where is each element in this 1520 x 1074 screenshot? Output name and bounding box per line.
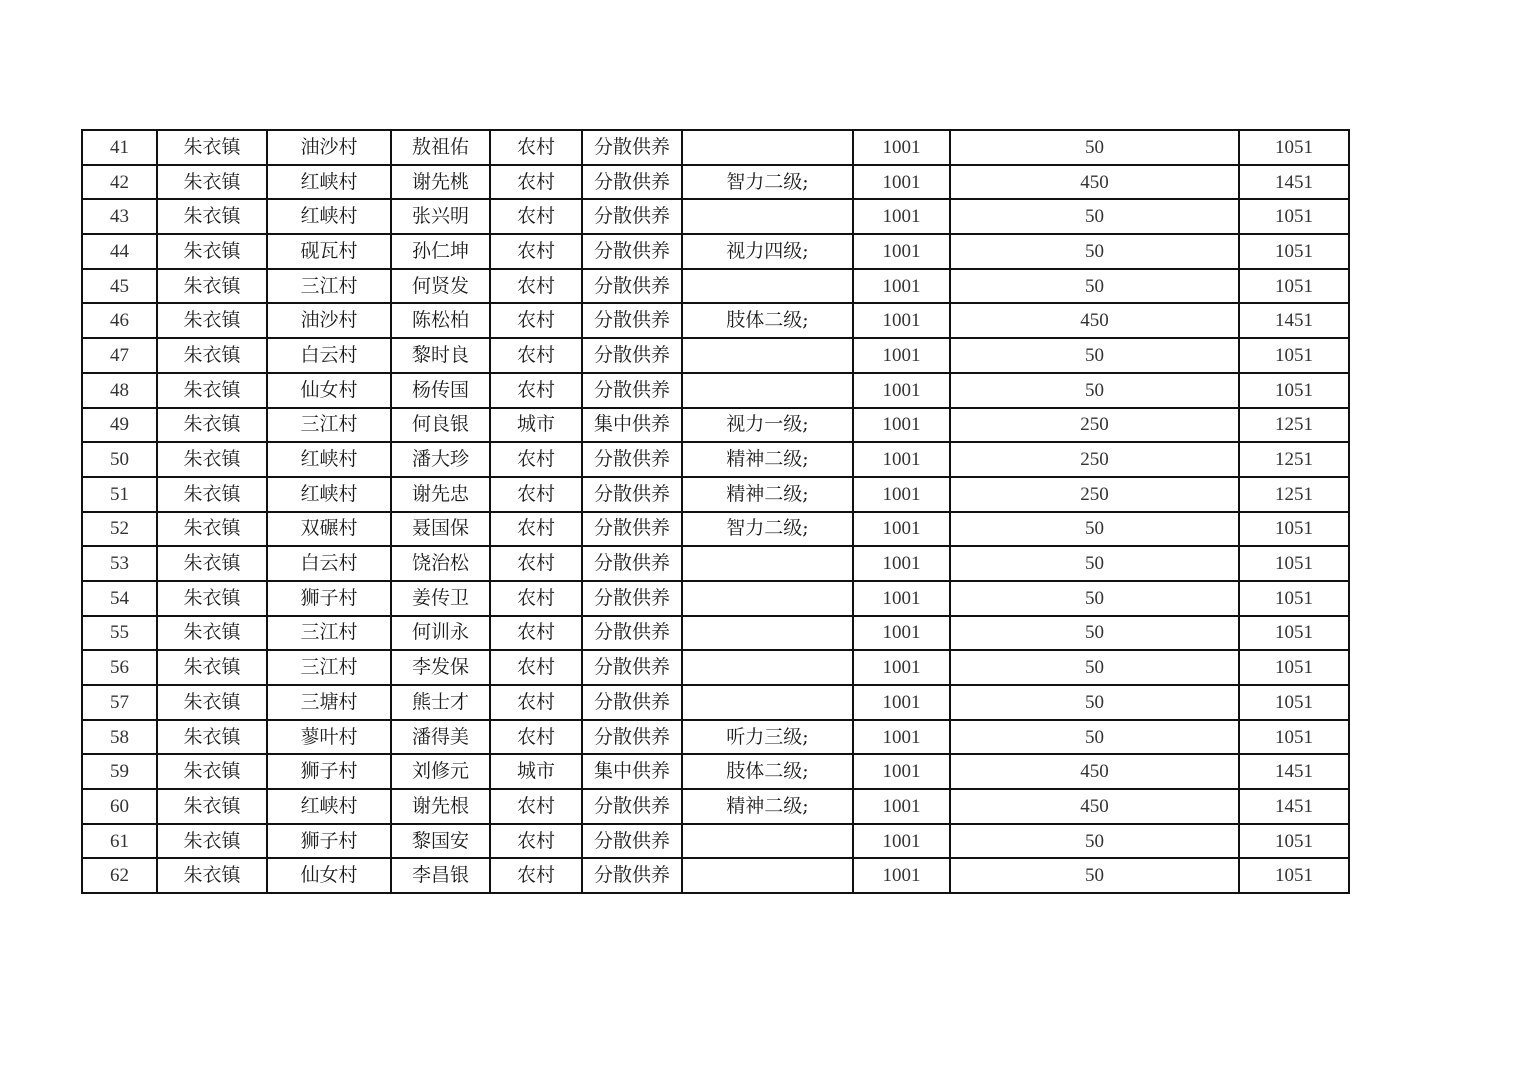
cell-name: 陈松柏 (391, 303, 490, 338)
table-row (82, 546, 1349, 581)
cell-village: 双碾村 (267, 512, 391, 547)
cell-town: 朱衣镇 (157, 408, 267, 443)
cell-village: 白云村 (267, 546, 391, 581)
cell-town: 朱衣镇 (157, 165, 267, 200)
cell-total-amount: 1051 (1239, 650, 1349, 685)
cell-village: 红峡村 (267, 199, 391, 234)
cell-subsidy-amount: 50 (950, 546, 1239, 581)
cell-index: 43 (82, 199, 157, 234)
cell-base-amount: 1001 (853, 130, 950, 165)
cell-base-amount: 1001 (853, 338, 950, 373)
cell-town: 朱衣镇 (157, 650, 267, 685)
cell-household-type: 农村 (490, 789, 582, 824)
cell-name: 聂国保 (391, 512, 490, 547)
cell-disability (682, 130, 853, 165)
cell-name: 刘修元 (391, 754, 490, 789)
cell-village: 狮子村 (267, 754, 391, 789)
cell-support-mode: 集中供养 (582, 754, 682, 789)
cell-village: 仙女村 (267, 373, 391, 408)
cell-subsidy-amount: 50 (950, 269, 1239, 304)
table-row (82, 199, 1349, 234)
cell-subsidy-amount: 450 (950, 303, 1239, 338)
cell-village: 三江村 (267, 408, 391, 443)
table-row (82, 130, 1349, 165)
table-row (82, 373, 1349, 408)
cell-subsidy-amount: 250 (950, 442, 1239, 477)
cell-total-amount: 1051 (1239, 199, 1349, 234)
cell-subsidy-amount: 50 (950, 512, 1239, 547)
cell-village: 三江村 (267, 650, 391, 685)
cell-base-amount: 1001 (853, 373, 950, 408)
table-row (82, 754, 1349, 789)
cell-disability (682, 858, 853, 893)
cell-support-mode: 分散供养 (582, 303, 682, 338)
cell-village: 白云村 (267, 338, 391, 373)
table-row (82, 512, 1349, 547)
cell-town: 朱衣镇 (157, 373, 267, 408)
cell-index: 54 (82, 581, 157, 616)
cell-support-mode: 分散供养 (582, 720, 682, 755)
cell-disability: 智力二级; (682, 512, 853, 547)
cell-name: 潘得美 (391, 720, 490, 755)
table-row (82, 858, 1349, 893)
cell-household-type: 农村 (490, 720, 582, 755)
cell-subsidy-amount: 450 (950, 165, 1239, 200)
cell-index: 51 (82, 477, 157, 512)
cell-index: 62 (82, 858, 157, 893)
cell-name: 何贤发 (391, 269, 490, 304)
cell-support-mode: 分散供养 (582, 199, 682, 234)
cell-support-mode: 分散供养 (582, 512, 682, 547)
cell-subsidy-amount: 50 (950, 130, 1239, 165)
cell-village: 仙女村 (267, 858, 391, 893)
cell-index: 53 (82, 546, 157, 581)
cell-town: 朱衣镇 (157, 130, 267, 165)
cell-total-amount: 1051 (1239, 824, 1349, 859)
cell-name: 熊士才 (391, 685, 490, 720)
cell-total-amount: 1251 (1239, 477, 1349, 512)
cell-total-amount: 1051 (1239, 130, 1349, 165)
cell-village: 油沙村 (267, 130, 391, 165)
cell-household-type: 农村 (490, 858, 582, 893)
cell-village: 狮子村 (267, 581, 391, 616)
cell-town: 朱衣镇 (157, 512, 267, 547)
cell-household-type: 农村 (490, 442, 582, 477)
cell-disability: 视力四级; (682, 234, 853, 269)
cell-disability (682, 685, 853, 720)
cell-support-mode: 分散供养 (582, 234, 682, 269)
cell-base-amount: 1001 (853, 546, 950, 581)
cell-household-type: 农村 (490, 546, 582, 581)
cell-name: 姜传卫 (391, 581, 490, 616)
cell-index: 59 (82, 754, 157, 789)
cell-total-amount: 1051 (1239, 234, 1349, 269)
table-row (82, 408, 1349, 443)
cell-disability: 听力三级; (682, 720, 853, 755)
table-row (82, 477, 1349, 512)
cell-name: 黎时良 (391, 338, 490, 373)
cell-support-mode: 分散供养 (582, 685, 682, 720)
cell-support-mode: 分散供养 (582, 338, 682, 373)
cell-total-amount: 1051 (1239, 512, 1349, 547)
cell-disability: 精神二级; (682, 789, 853, 824)
cell-index: 56 (82, 650, 157, 685)
cell-village: 三江村 (267, 616, 391, 651)
cell-total-amount: 1051 (1239, 373, 1349, 408)
cell-town: 朱衣镇 (157, 477, 267, 512)
cell-index: 44 (82, 234, 157, 269)
cell-support-mode: 集中供养 (582, 408, 682, 443)
cell-town: 朱衣镇 (157, 338, 267, 373)
cell-index: 42 (82, 165, 157, 200)
cell-index: 45 (82, 269, 157, 304)
cell-total-amount: 1451 (1239, 303, 1349, 338)
cell-disability: 肢体二级; (682, 754, 853, 789)
cell-disability: 智力二级; (682, 165, 853, 200)
cell-base-amount: 1001 (853, 165, 950, 200)
cell-disability (682, 338, 853, 373)
table-row (82, 303, 1349, 338)
cell-subsidy-amount: 50 (950, 234, 1239, 269)
cell-support-mode: 分散供养 (582, 165, 682, 200)
cell-household-type: 农村 (490, 234, 582, 269)
cell-name: 何训永 (391, 616, 490, 651)
cell-total-amount: 1051 (1239, 685, 1349, 720)
cell-index: 60 (82, 789, 157, 824)
cell-subsidy-amount: 50 (950, 373, 1239, 408)
cell-support-mode: 分散供养 (582, 546, 682, 581)
cell-index: 46 (82, 303, 157, 338)
table-row (82, 824, 1349, 859)
cell-village: 狮子村 (267, 824, 391, 859)
table-row (82, 165, 1349, 200)
cell-household-type: 农村 (490, 581, 582, 616)
table-row (82, 789, 1349, 824)
cell-total-amount: 1451 (1239, 165, 1349, 200)
cell-household-type: 城市 (490, 408, 582, 443)
cell-support-mode: 分散供养 (582, 650, 682, 685)
cell-support-mode: 分散供养 (582, 477, 682, 512)
cell-base-amount: 1001 (853, 477, 950, 512)
cell-support-mode: 分散供养 (582, 789, 682, 824)
table-row (82, 581, 1349, 616)
cell-subsidy-amount: 50 (950, 685, 1239, 720)
cell-household-type: 农村 (490, 199, 582, 234)
cell-name: 谢先忠 (391, 477, 490, 512)
cell-subsidy-amount: 450 (950, 754, 1239, 789)
cell-village: 三江村 (267, 269, 391, 304)
cell-subsidy-amount: 250 (950, 408, 1239, 443)
cell-disability (682, 581, 853, 616)
cell-town: 朱衣镇 (157, 824, 267, 859)
cell-village: 三塘村 (267, 685, 391, 720)
cell-name: 张兴明 (391, 199, 490, 234)
cell-base-amount: 1001 (853, 858, 950, 893)
cell-total-amount: 1051 (1239, 338, 1349, 373)
cell-town: 朱衣镇 (157, 754, 267, 789)
cell-household-type: 农村 (490, 477, 582, 512)
cell-support-mode: 分散供养 (582, 373, 682, 408)
cell-subsidy-amount: 450 (950, 789, 1239, 824)
cell-disability: 精神二级; (682, 442, 853, 477)
cell-base-amount: 1001 (853, 650, 950, 685)
cell-subsidy-amount: 50 (950, 581, 1239, 616)
cell-household-type: 农村 (490, 616, 582, 651)
cell-support-mode: 分散供养 (582, 858, 682, 893)
cell-subsidy-amount: 250 (950, 477, 1239, 512)
cell-household-type: 农村 (490, 303, 582, 338)
cell-household-type: 农村 (490, 269, 582, 304)
cell-village: 蓼叶村 (267, 720, 391, 755)
cell-name: 孙仁坤 (391, 234, 490, 269)
cell-disability: 精神二级; (682, 477, 853, 512)
cell-name: 饶治松 (391, 546, 490, 581)
cell-index: 55 (82, 616, 157, 651)
cell-index: 57 (82, 685, 157, 720)
cell-town: 朱衣镇 (157, 858, 267, 893)
cell-town: 朱衣镇 (157, 581, 267, 616)
cell-base-amount: 1001 (853, 824, 950, 859)
cell-household-type: 农村 (490, 130, 582, 165)
cell-index: 47 (82, 338, 157, 373)
cell-household-type: 农村 (490, 685, 582, 720)
cell-household-type: 农村 (490, 338, 582, 373)
cell-subsidy-amount: 50 (950, 338, 1239, 373)
cell-village: 油沙村 (267, 303, 391, 338)
cell-town: 朱衣镇 (157, 442, 267, 477)
cell-subsidy-amount: 50 (950, 858, 1239, 893)
cell-household-type: 城市 (490, 754, 582, 789)
cell-base-amount: 1001 (853, 269, 950, 304)
cell-subsidy-amount: 50 (950, 199, 1239, 234)
cell-disability (682, 546, 853, 581)
cell-base-amount: 1001 (853, 581, 950, 616)
cell-town: 朱衣镇 (157, 234, 267, 269)
cell-village: 红峡村 (267, 789, 391, 824)
cell-disability: 视力一级; (682, 408, 853, 443)
cell-disability (682, 650, 853, 685)
cell-name: 谢先根 (391, 789, 490, 824)
cell-base-amount: 1001 (853, 789, 950, 824)
cell-base-amount: 1001 (853, 234, 950, 269)
table-row (82, 720, 1349, 755)
cell-index: 61 (82, 824, 157, 859)
cell-index: 49 (82, 408, 157, 443)
cell-household-type: 农村 (490, 165, 582, 200)
cell-support-mode: 分散供养 (582, 130, 682, 165)
cell-town: 朱衣镇 (157, 269, 267, 304)
cell-disability (682, 824, 853, 859)
cell-subsidy-amount: 50 (950, 720, 1239, 755)
cell-total-amount: 1051 (1239, 269, 1349, 304)
cell-base-amount: 1001 (853, 303, 950, 338)
cell-household-type: 农村 (490, 650, 582, 685)
cell-town: 朱衣镇 (157, 720, 267, 755)
cell-index: 52 (82, 512, 157, 547)
data-table (81, 129, 1350, 894)
cell-base-amount: 1001 (853, 199, 950, 234)
cell-index: 41 (82, 130, 157, 165)
cell-name: 杨传国 (391, 373, 490, 408)
cell-town: 朱衣镇 (157, 303, 267, 338)
cell-name: 敖祖佑 (391, 130, 490, 165)
table-row (82, 234, 1349, 269)
cell-support-mode: 分散供养 (582, 581, 682, 616)
cell-index: 48 (82, 373, 157, 408)
cell-support-mode: 分散供养 (582, 442, 682, 477)
cell-total-amount: 1451 (1239, 789, 1349, 824)
cell-support-mode: 分散供养 (582, 616, 682, 651)
cell-support-mode: 分散供养 (582, 269, 682, 304)
cell-base-amount: 1001 (853, 512, 950, 547)
cell-name: 李发保 (391, 650, 490, 685)
cell-total-amount: 1051 (1239, 546, 1349, 581)
cell-total-amount: 1251 (1239, 442, 1349, 477)
table-row (82, 616, 1349, 651)
cell-base-amount: 1001 (853, 408, 950, 443)
document-page (81, 129, 1348, 894)
cell-total-amount: 1051 (1239, 858, 1349, 893)
cell-total-amount: 1251 (1239, 408, 1349, 443)
cell-disability (682, 269, 853, 304)
table-row (82, 269, 1349, 304)
table-body (82, 130, 1349, 893)
cell-disability (682, 616, 853, 651)
cell-base-amount: 1001 (853, 685, 950, 720)
table-row (82, 338, 1349, 373)
cell-base-amount: 1001 (853, 616, 950, 651)
cell-household-type: 农村 (490, 824, 582, 859)
cell-name: 黎国安 (391, 824, 490, 859)
cell-disability: 肢体二级; (682, 303, 853, 338)
cell-village: 红峡村 (267, 165, 391, 200)
cell-name: 谢先桃 (391, 165, 490, 200)
cell-disability (682, 373, 853, 408)
table-row (82, 685, 1349, 720)
table-row (82, 650, 1349, 685)
cell-subsidy-amount: 50 (950, 616, 1239, 651)
cell-total-amount: 1451 (1239, 754, 1349, 789)
cell-total-amount: 1051 (1239, 616, 1349, 651)
cell-total-amount: 1051 (1239, 720, 1349, 755)
table-row (82, 442, 1349, 477)
cell-base-amount: 1001 (853, 720, 950, 755)
cell-total-amount: 1051 (1239, 581, 1349, 616)
cell-town: 朱衣镇 (157, 546, 267, 581)
cell-subsidy-amount: 50 (950, 824, 1239, 859)
cell-name: 李昌银 (391, 858, 490, 893)
cell-household-type: 农村 (490, 512, 582, 547)
cell-village: 砚瓦村 (267, 234, 391, 269)
cell-disability (682, 199, 853, 234)
cell-base-amount: 1001 (853, 754, 950, 789)
cell-town: 朱衣镇 (157, 789, 267, 824)
cell-town: 朱衣镇 (157, 616, 267, 651)
cell-village: 红峡村 (267, 477, 391, 512)
cell-index: 58 (82, 720, 157, 755)
cell-town: 朱衣镇 (157, 685, 267, 720)
cell-support-mode: 分散供养 (582, 824, 682, 859)
cell-base-amount: 1001 (853, 442, 950, 477)
cell-subsidy-amount: 50 (950, 650, 1239, 685)
cell-name: 潘大珍 (391, 442, 490, 477)
cell-index: 50 (82, 442, 157, 477)
cell-name: 何良银 (391, 408, 490, 443)
cell-town: 朱衣镇 (157, 199, 267, 234)
cell-village: 红峡村 (267, 442, 391, 477)
cell-household-type: 农村 (490, 373, 582, 408)
